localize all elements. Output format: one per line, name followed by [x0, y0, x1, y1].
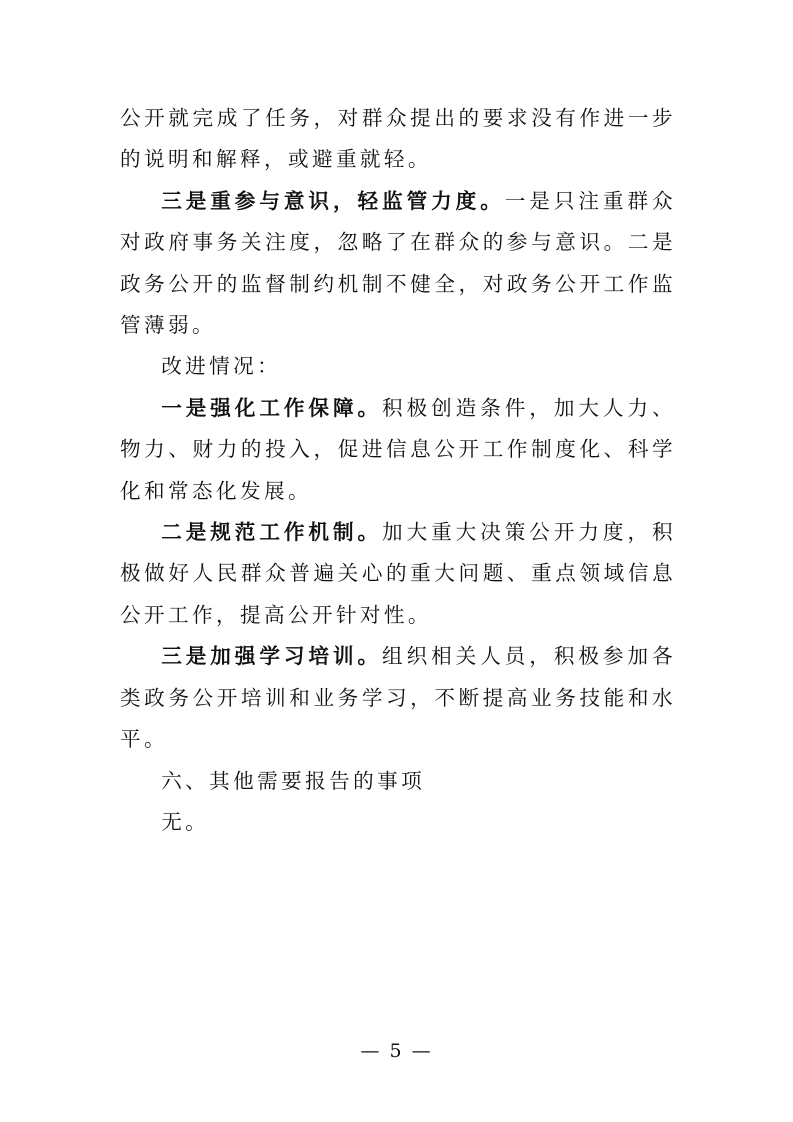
paragraph-improvement-three	[120, 636, 676, 760]
paragraph-improvement-heading	[120, 346, 676, 387]
paragraph-text: 积极创造条件，加大人力、物力、财力的投入，促进信息公开工作制度化、科学化和常态化发展。	[120, 395, 676, 503]
paragraph-text: 六、其他需要报告的事项	[161, 768, 426, 793]
section-heading-six	[120, 761, 676, 802]
paragraph-none	[120, 802, 676, 843]
paragraph-text: 组织相关人员，积极参加各类政务公开培训和业务学习，不断提高业务技能和水平。	[120, 644, 676, 752]
paragraph-lead: 二是规范工作机制。	[161, 520, 383, 545]
paragraph-issue-three	[120, 181, 676, 347]
paragraph-continuation	[120, 98, 676, 181]
page-number: — 5 —	[360, 1040, 433, 1062]
paragraph-text: 无。	[161, 809, 210, 834]
paragraph-improvement-two	[120, 512, 676, 636]
paragraph-improvement-one	[120, 388, 676, 512]
paragraph-lead: 三是加强学习培训。	[161, 644, 383, 669]
paragraph-text: 公开就完成了任务，对群众提出的要求没有作进一步的说明和解释，或避重就轻。	[120, 106, 676, 172]
paragraph-text: 加大重大决策公开力度，积极做好人民群众普遍关心的重大问题、重点领域信息公开工作，提高公开针对性。	[120, 520, 676, 627]
paragraph-lead: 三是重参与意识，轻监管力度。	[161, 188, 505, 213]
paragraph-text: 一是只注重群众对政府事务关注度，忽略了在群众的参与意识。二是政务公开的监督制约机制不健全，对政务公开工作监管薄弱。	[120, 188, 676, 338]
paragraph-lead: 一是强化工作保障。	[161, 395, 383, 420]
paragraph-text: 改进情况：	[161, 354, 282, 379]
document-body	[120, 98, 676, 843]
